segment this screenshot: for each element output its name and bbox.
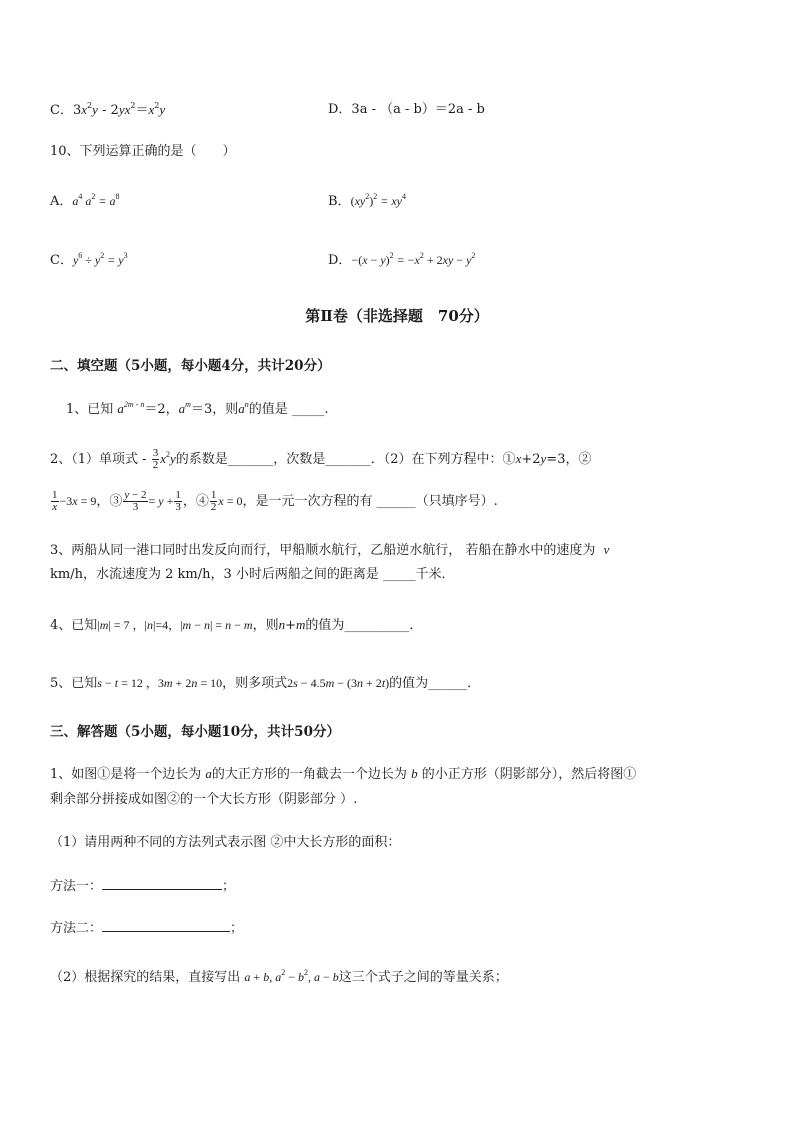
s2-q5-poly: 2s − 4.5m − (3n + 2t) — [287, 676, 390, 690]
q10-option-d-label: D． — [328, 253, 352, 268]
q10-option-b-expr: $(xy^2)^2 = xy^4$ — [350, 192, 406, 208]
s3-method1-semicolon: ； — [222, 879, 236, 894]
s3-method2-semicolon: ； — [230, 921, 244, 936]
s2-q2-frac-1-3: $\frac{1}{3}$ — [175, 489, 181, 513]
section2-heading: 二、填空题（5小题，每小题4分，共计20分） — [50, 358, 331, 374]
s3-q1-sub1: （1）请用两种不同的方法列式表示图 ②中大长方形的面积： — [50, 835, 401, 850]
s2-q3-line2: km/h，水流速度为 2 km/h，3 小时后两船之间的距离是 _____千米． — [50, 567, 455, 582]
s3-q1-text-c: 的小正方形（阴影部分），然后将图① — [421, 767, 637, 782]
s3-q1-line1 — [50, 765, 636, 784]
s2-q5 — [50, 674, 480, 693]
s2-q5-mid: ，则多项式 — [222, 676, 288, 691]
s2-q2-mid2: ，② — [565, 452, 592, 467]
s2-q1-mid2: ＝3，则 — [190, 402, 239, 417]
s2-q4-end: 的值为__________． — [305, 618, 423, 633]
q10-option-c-label: C． — [50, 253, 73, 268]
s2-q4-pre: 4、已知 — [50, 618, 98, 633]
s2-q2-sep4: ，④ — [182, 494, 209, 509]
q9-option-c-expr: $3x^2y - 2yx^2=x^2y$ — [72, 101, 166, 118]
s3-method1-label: 方法一： — [50, 879, 103, 894]
s2-q2-end: ，是一元一次方程的有 ______（只填序号）. — [242, 494, 498, 509]
s2-q1-power2: $a^m$ — [178, 400, 191, 416]
q10-option-b — [328, 192, 406, 211]
s2-q3-line1 — [50, 541, 609, 560]
s3-method1 — [50, 876, 235, 896]
q9-option-c-label: C． — [50, 103, 73, 118]
q9-option-c — [50, 101, 165, 120]
s3-q1-var-b: b — [411, 766, 418, 781]
q10-option-d — [328, 251, 475, 270]
q10-option-a — [50, 192, 120, 211]
q10-option-c-expr: $y^6 \div y^2 = y^3$ — [72, 251, 128, 267]
s2-q2-eq3: = y + — [148, 494, 174, 508]
s3-q1-line2: 剩余部分拼接成如图②的一个大长方形（阴影部分 ）. — [50, 792, 358, 807]
s2-q1-power1: $a^{2m - n}$ — [117, 400, 145, 416]
s2-q2-eq1: x — [515, 451, 522, 466]
s3-q1-sub2 — [50, 968, 508, 987]
s2-q4-post: ，则 — [252, 618, 279, 633]
s3-sub2-post: 这三个式子之间的等量关系； — [338, 970, 508, 985]
s3-method2-label: 方法二： — [50, 921, 103, 936]
q10-option-a-expr: $a^4$ $a^2 = a^8$ — [72, 192, 120, 208]
s2-q1 — [66, 400, 328, 419]
q10-stem: 10、下列运算正确的是（ ） — [50, 144, 236, 159]
s2-q2-mid1: 的系数是_______，次数是_______．（2）在下列方程中：① — [175, 452, 516, 467]
s2-q5-end: 的值为______． — [389, 676, 481, 691]
q10-option-b-label: B． — [328, 194, 351, 209]
q9-option-d: D．3a - （a - b）＝2a - b — [328, 102, 485, 117]
s2-q2-monomial: $x^2y$ — [160, 450, 176, 466]
section3-heading: 三、解答题（5小题，每小题10分，共计50分） — [50, 724, 340, 740]
s3-method2-blank[interactable] — [102, 918, 230, 932]
part2-title: 第Ⅱ卷（非选择题 70分） — [305, 307, 489, 325]
s2-q4-target: n — [278, 617, 286, 632]
q10-option-a-label: A． — [50, 194, 73, 209]
s2-q2-line2 — [50, 490, 498, 513]
s2-q3-text1: 3、两船从同一港口同时出发反向而行，甲船顺水航行，乙船逆水航行， 若船在静水中的速度为 — [50, 543, 596, 558]
s2-q3-var-v: v — [603, 542, 610, 557]
s2-q2-frac-1-x: $\frac{1}{x}$ — [52, 489, 58, 513]
s2-q2-fraction-3-2: $\frac{3}{2}$ — [152, 447, 159, 471]
s3-method1-blank[interactable] — [102, 876, 222, 890]
s2-q5-conditions: s − t = 12 ，3m + 2n = 10 — [97, 676, 223, 690]
s2-q2-eq2: −3x = 9 — [59, 494, 97, 508]
s3-q1-text-b: 的大正方形的一角截去一个边长为 — [211, 767, 407, 782]
s2-q1-pre: 1、已知 — [66, 402, 114, 417]
s2-q5-pre: 5、已知 — [50, 676, 98, 691]
s3-q1-text-a: 1、如图①是将一个边长为 — [50, 767, 202, 782]
s2-q1-post: 的值是 _____. — [248, 402, 329, 417]
s3-sub2-exprs: a + b, $a^2 - b^2$, a − b — [244, 968, 339, 984]
s2-q2-sep3: ，③ — [96, 494, 123, 509]
s2-q4-conditions: |m| = 7 ，|n|=4，|m − n| = n − m — [97, 618, 253, 632]
s2-q1-mid1: ＝2， — [144, 402, 179, 417]
s2-q4: 4、已知|m| = 7 ，|n|=4，|m − n| = n − m，则n+m的值为__________． — [50, 617, 423, 633]
s3-method2 — [50, 918, 243, 938]
s2-q2-frac-1-2: $\frac{1}{2}$ — [210, 489, 217, 513]
s2-q2-pre: 2、（1）单项式 - — [50, 452, 147, 467]
s3-sub2-pre: （2）根据探究的结果，直接写出 — [50, 970, 241, 985]
s2-q1-power3: $a^n$ — [238, 400, 249, 416]
s3-q1-var-a: a — [205, 766, 212, 781]
s2-q2-frac-y2-3: $\frac{y - 2}{3}$ — [124, 489, 147, 513]
s2-q2-eq4: x = 0 — [218, 494, 243, 508]
q10-option-d-expr: $-(x - y)^2 = -x^2 + 2xy - y^2$ — [351, 251, 476, 267]
q10-option-c — [50, 251, 128, 270]
s2-q2-line1: 2、（1）单项式 - $\frac{3}{2}$ $x^2y$的系数是_______，次数是_______．（2）在下列方程中：①x+2y=3，② — [50, 447, 592, 471]
